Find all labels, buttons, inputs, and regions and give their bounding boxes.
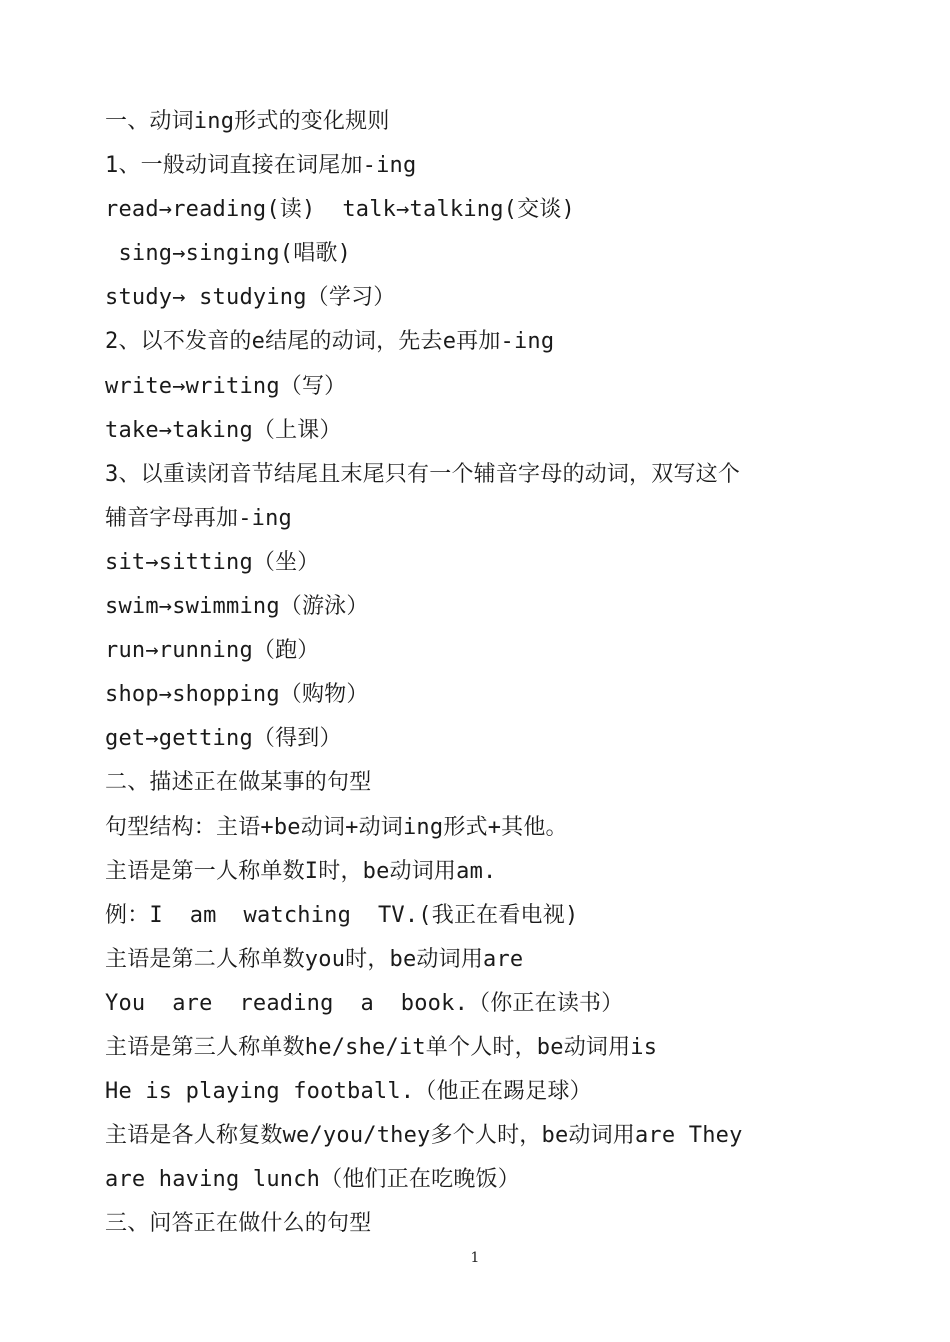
- rule-1-example-read-talk: read→reading(读) talk→talking(交谈): [105, 197, 575, 223]
- document-body: [105, 100, 855, 1246]
- second-person-example: You are reading a book.（你正在读书）: [105, 990, 624, 1016]
- rule-3-example-shop: shop→shopping（购物）: [105, 682, 369, 708]
- rule-1-example-study: study→ studying（学习）: [105, 285, 396, 311]
- section-heading-2: 二、描述正在做某事的句型: [105, 770, 372, 796]
- first-person-example: 例：I am watching TV.(我正在看电视): [105, 902, 579, 928]
- rule-3-example-run: run→running（跑）: [105, 638, 320, 664]
- rule-1-example-sing: sing→singing(唱歌): [105, 241, 352, 267]
- rule-3-example-sit: sit→sitting（坐）: [105, 549, 320, 575]
- rule-1-heading: 1、一般动词直接在词尾加-ing: [105, 153, 417, 179]
- rule-2-heading: 2、以不发音的e结尾的动词，先去e再加-ing: [105, 329, 555, 355]
- second-person-rule: 主语是第二人称单数you时，be动词用are: [105, 946, 524, 972]
- rule-2-example-take: take→taking（上课）: [105, 417, 342, 443]
- third-person-example: He is playing football.（他正在踢足球）: [105, 1079, 592, 1105]
- section-heading-1: 一、动词ing形式的变化规则: [105, 109, 390, 134]
- plural-rule: 主语是各人称复数we/you/they多个人时，be动词用are They: [105, 1123, 743, 1149]
- page-number: 1: [470, 1250, 480, 1266]
- rule-2-example-write: write→writing（写）: [105, 373, 347, 399]
- third-person-rule: 主语是第三人称单数he/she/it单个人时，be动词用is: [105, 1034, 658, 1060]
- rule-3-example-get: get→getting（得到）: [105, 726, 342, 752]
- sentence-structure: 句型结构：主语+be动词+动词ing形式+其他。: [105, 814, 568, 840]
- rule-3-example-swim: swim→swimming（游泳）: [105, 594, 369, 620]
- section-heading-3: 三、问答正在做什么的句型: [105, 1211, 372, 1237]
- plural-example: are having lunch（他们正在吃晚饭）: [105, 1167, 520, 1193]
- rule-3-heading: 3、以重读闭音节结尾且末尾只有一个辅音字母的动词，双写这个: [105, 461, 741, 487]
- rule-3-heading-continued: 辅音字母再加-ing: [105, 505, 292, 531]
- first-person-rule: 主语是第一人称单数I时，be动词用am.: [105, 858, 497, 884]
